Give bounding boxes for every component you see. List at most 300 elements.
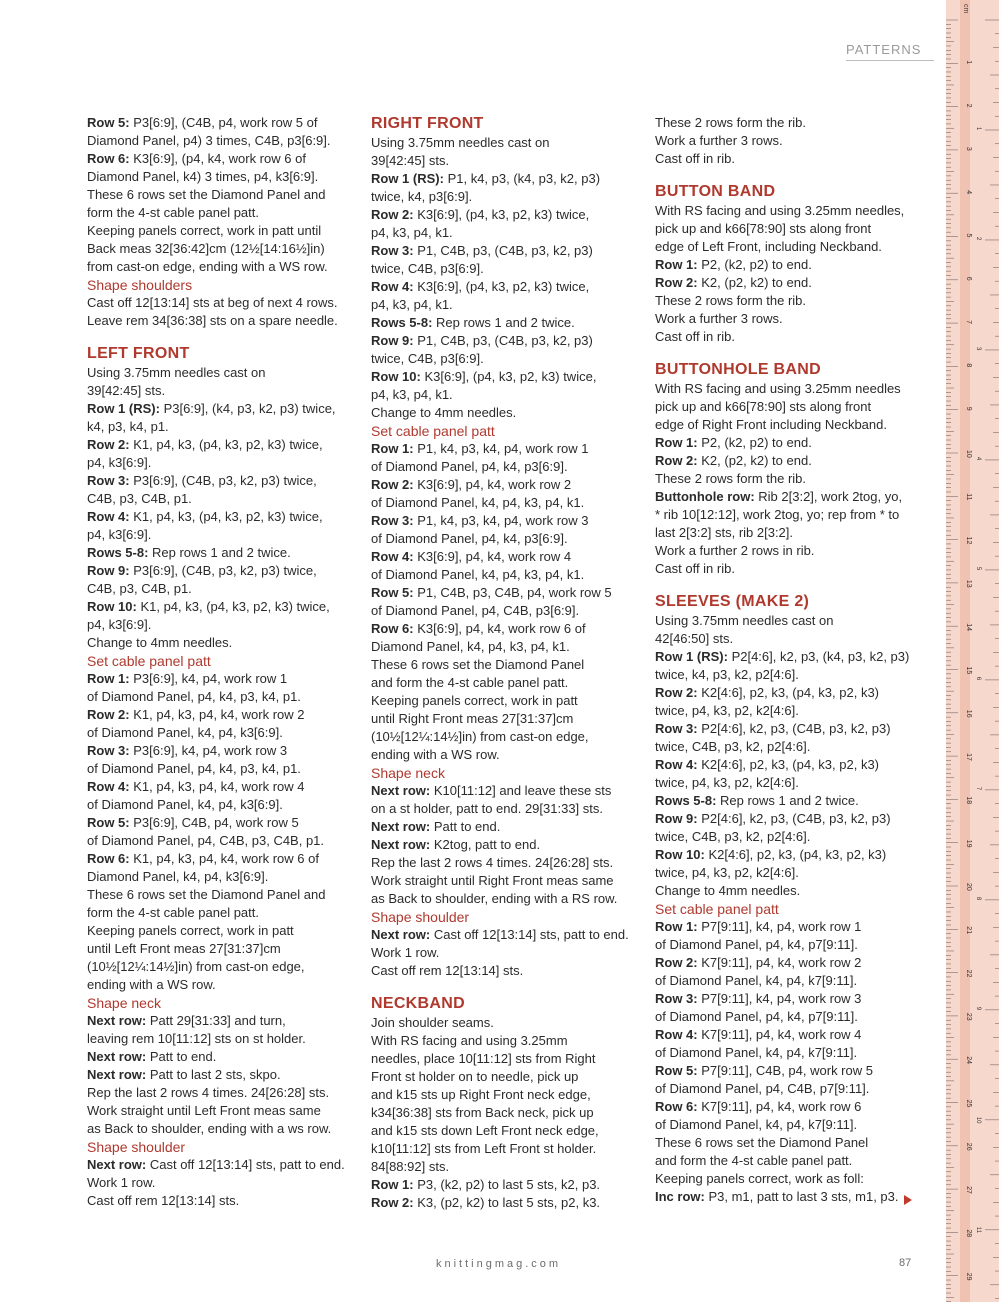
instruction-text: P3[6:9], (k4, p3, k2, p3) twice,: [159, 401, 336, 416]
pattern-line: [371, 746, 643, 764]
instruction-text: K3[6:9], (p4, k4, work row 6 of: [129, 151, 306, 166]
instruction-text: ending with a WS row.: [371, 747, 500, 762]
pattern-line: [87, 616, 359, 634]
row-label: Row 3:: [87, 743, 130, 758]
pattern-line: [655, 828, 927, 846]
pattern-line: [655, 542, 927, 560]
instruction-text: Join shoulder seams.: [371, 1015, 494, 1030]
instruction-text: Front st holder on to needle, pick up: [371, 1069, 579, 1084]
instruction-text: edge of Right Front including Neckband.: [655, 417, 887, 432]
instruction-text: P3[6:9], (C4B, p3, k2, p3) twice,: [129, 563, 317, 578]
row-label: Row 6:: [371, 621, 414, 636]
row-label: Row 2:: [371, 477, 414, 492]
pattern-line: [655, 684, 927, 702]
pattern-line: [87, 436, 359, 454]
instruction-text: Back meas 32[36:42]cm (12½[14:16½]in): [87, 241, 325, 256]
pattern-line: [371, 710, 643, 728]
instruction-text: Change to 4mm needles.: [371, 405, 517, 420]
row-label: Row 10:: [371, 369, 421, 384]
row-label: Row 3:: [655, 991, 698, 1006]
instruction-text: Patt to end.: [430, 819, 501, 834]
pattern-line: [655, 292, 927, 310]
instruction-text: last 2[3:2] sts, rib 2[3:2].: [655, 525, 794, 540]
instruction-text: P1, k4, p3, k4, p4, work row 1: [413, 441, 589, 456]
ruler-cm-label: 15: [965, 666, 972, 675]
instruction-text: C4B, p3, C4B, p1.: [87, 491, 192, 506]
row-label: Rows 5-8:: [371, 315, 433, 330]
subheading-shape-shoulder: Shape shoulder: [87, 1139, 186, 1155]
pattern-line: [371, 386, 643, 404]
pattern-line: [655, 936, 927, 954]
instruction-text: P7[9:11], k4, p4, work row 1: [697, 919, 862, 934]
instruction-text: and form the 4-st cable panel patt.: [655, 1153, 853, 1168]
pattern-line: [655, 398, 927, 416]
ruler-ticks: [946, 0, 999, 1302]
pattern-line: [87, 364, 359, 382]
instruction-text: Patt to end.: [146, 1049, 217, 1064]
pattern-line: [87, 490, 359, 508]
pattern-line: [655, 918, 927, 936]
subheading-shape-neck: Shape neck: [371, 765, 445, 781]
pattern-line: [371, 692, 643, 710]
instruction-text: Diamond Panel, p4) 3 times, C4B, p3[6:9].: [87, 133, 331, 148]
row-label: Row 6:: [87, 851, 130, 866]
instruction-text: as Back to shoulder, ending with a ws row.: [87, 1121, 332, 1136]
pattern-line: [655, 648, 927, 666]
instruction-text: P2[4:6], k2, p3, (C4B, p3, k2, p3): [697, 721, 891, 736]
row-label: Row 4:: [371, 549, 414, 564]
row-label: Row 4:: [371, 279, 414, 294]
pattern-line: [655, 612, 927, 630]
pattern-line: [87, 922, 359, 940]
pattern-line: [655, 1152, 927, 1170]
instruction-text: and form the 4-st cable panel patt.: [371, 675, 569, 690]
pattern-line: [655, 1026, 927, 1044]
instruction-text: 42[46:50] sts.: [655, 631, 734, 646]
instruction-text: K10[11:12] and leave these sts: [430, 783, 612, 798]
pattern-line: [371, 1104, 643, 1122]
instruction-text: p4, k3, p4, k1.: [371, 225, 453, 240]
pattern-line: [655, 792, 927, 810]
ruler-cm-label: 11: [965, 493, 972, 501]
pattern-line: [87, 904, 359, 922]
pattern-line: [655, 380, 927, 398]
pattern-line: [87, 814, 359, 832]
instruction-text: P3[6:9], C4B, p4, work row 5: [129, 815, 299, 830]
row-label: Row 4:: [655, 757, 698, 772]
instruction-text: of Diamond Panel, p4, C4B, p7[9:11].: [655, 1081, 870, 1096]
pattern-line: [371, 440, 643, 458]
pattern-line: [87, 168, 359, 186]
row-label: Row 9:: [655, 811, 698, 826]
instruction-text: p4, k3, p4, k1.: [371, 387, 453, 402]
instruction-text: of Diamond Panel, k4, p4, k3[6:9].: [87, 797, 283, 812]
instruction-text: P3[6:9], k4, p4, work row 1: [129, 671, 288, 686]
pattern-line: [655, 1044, 927, 1062]
row-label: Row 6:: [655, 1099, 698, 1114]
pattern-line: [655, 220, 927, 238]
instruction-text: P3, m1, patt to last 3 sts, m1, p3.: [704, 1189, 899, 1204]
instruction-text: pick up and k66[78:90] sts along front: [655, 399, 872, 414]
instruction-text: P7[9:11], k4, p4, work row 3: [697, 991, 862, 1006]
row-label: Row 2:: [655, 275, 698, 290]
pattern-line: [655, 328, 927, 346]
row-label: Row 2:: [655, 685, 698, 700]
row-label: Row 9:: [371, 333, 414, 348]
instruction-text: Change to 4mm needles.: [655, 883, 801, 898]
row-label: Next row:: [87, 1013, 147, 1028]
instruction-text: K1, p4, k3, (p4, k3, p2, k3) twice,: [136, 599, 330, 614]
instruction-text: K3[6:9], (p4, k3, p2, k3) twice,: [413, 279, 590, 294]
row-label: Row 6:: [87, 151, 130, 166]
row-label: Next row:: [371, 837, 431, 852]
row-label: Row 5:: [371, 585, 414, 600]
pattern-line: [655, 810, 927, 828]
pattern-line: [371, 332, 643, 350]
instruction-text: K2[4:6], p2, k3, (p4, k3, p2, k3): [704, 847, 887, 862]
pattern-line: [87, 760, 359, 778]
ruler-cm-label: 16: [965, 709, 972, 718]
ruler-cm-label: 6: [965, 276, 972, 281]
pattern-line: [655, 1008, 927, 1026]
instruction-text: P7[9:11], C4B, p4, work row 5: [697, 1063, 873, 1078]
instruction-text: needles, place 10[11:12] sts from Right: [371, 1051, 596, 1066]
instruction-text: Cast off 12[13:14] sts, patt to end.: [430, 927, 629, 942]
instruction-text: Using 3.75mm needles cast on: [655, 613, 834, 628]
instruction-text: These 6 rows set the Diamond Panel and: [87, 887, 326, 902]
instruction-text: p4, k3, p4, k1.: [371, 297, 453, 312]
instruction-text: Cast off rem 12[13:14] sts.: [371, 963, 524, 978]
instruction-text: twice, p4, k3, p2, k2[4:6].: [655, 865, 799, 880]
instruction-text: Cast off in rib.: [655, 151, 735, 166]
instruction-text: With RS facing and using 3.25mm: [371, 1033, 568, 1048]
instruction-text: Cast off rem 12[13:14] sts.: [87, 1193, 240, 1208]
pattern-line: [371, 1194, 643, 1212]
instruction-text: With RS facing and using 3.25mm needles,: [655, 203, 905, 218]
pattern-line: [87, 940, 359, 958]
row-label: Next row:: [371, 927, 431, 942]
instruction-text: twice, k4, p3[6:9].: [371, 189, 473, 204]
instruction-text: K2[4:6], p2, k3, (p4, k3, p2, k3): [697, 757, 880, 772]
row-label: Row 3:: [371, 513, 414, 528]
section-tag: PATTERNS: [846, 42, 934, 61]
ruler-cm-label: 1: [965, 60, 972, 65]
instruction-text: 84[88:92] sts.: [371, 1159, 450, 1174]
pattern-line: [371, 404, 643, 422]
instruction-text: Work straight until Left Front meas same: [87, 1103, 321, 1118]
ruler-cm-label: 18: [965, 796, 972, 805]
pattern-line: [371, 260, 643, 278]
pattern-line: [87, 1066, 359, 1084]
pattern-line: [371, 800, 643, 818]
row-label: Row 3:: [371, 243, 414, 258]
instruction-text: twice, C4B, p3[6:9].: [371, 261, 484, 276]
instruction-text: K1, p4, k3, (p4, k3, p2, k3) twice,: [129, 437, 323, 452]
footer-website: knittingmag.com: [436, 1258, 562, 1270]
pattern-line: [87, 958, 359, 976]
ruler-unit-label: cm: [962, 4, 969, 14]
instruction-text: k34[36:38] sts from Back neck, pick up: [371, 1105, 594, 1120]
pattern-line: [371, 152, 643, 170]
pattern-line: [87, 1084, 359, 1102]
instruction-text: Work 1 row.: [371, 945, 440, 960]
instruction-text: K2[4:6], p2, k3, (p4, k3, p2, k3): [697, 685, 880, 700]
pattern-line: [87, 258, 359, 276]
instruction-text: Rib 2[3:2], work 2tog, yo,: [754, 489, 903, 504]
instruction-text: Work 1 row.: [87, 1175, 156, 1190]
instruction-text: These 2 rows form the rib.: [655, 471, 806, 486]
instruction-text: P3, (k2, p2) to last 5 sts, k2, p3.: [413, 1177, 601, 1192]
instruction-text: of Diamond Panel, p4, k4, p3, k4, p1.: [87, 689, 301, 704]
column-1: [87, 114, 359, 1210]
instruction-text: K3[6:9], (p4, k3, p2, k3) twice,: [413, 207, 590, 222]
instruction-text: of Diamond Panel, p4, k4, p3[6:9].: [371, 531, 568, 546]
pattern-line: [655, 720, 927, 738]
row-label: Row 5:: [87, 115, 130, 130]
page-number: 87: [899, 1257, 912, 1269]
pattern-line: [87, 1030, 359, 1048]
instruction-text: of Diamond Panel, k4, p4, k3[6:9].: [87, 725, 283, 740]
pattern-line: [371, 188, 643, 206]
instruction-text: Using 3.75mm needles cast on: [371, 135, 550, 150]
pattern-line: [87, 312, 359, 330]
row-label: Rows 5-8:: [655, 793, 717, 808]
pattern-line: [655, 506, 927, 524]
pattern-line: [655, 452, 927, 470]
ruler-inch-label: 7: [975, 786, 981, 791]
row-label: Row 4:: [87, 779, 130, 794]
ruler-cm-label: 8: [965, 363, 972, 368]
row-label: Inc row:: [655, 1189, 705, 1204]
instruction-text: edge of Left Front, including Neckband.: [655, 239, 882, 254]
instruction-text: K1, p4, k3, p4, k4, work row 2: [129, 707, 305, 722]
pattern-line: [371, 926, 643, 944]
pattern-line: [655, 1062, 927, 1080]
pattern-line: [655, 1188, 927, 1206]
row-label: Next row:: [371, 783, 431, 798]
pattern-line: [371, 548, 643, 566]
pattern-line: [655, 488, 927, 506]
instruction-text: k4, p3, k4, p1.: [87, 419, 169, 434]
pattern-line: [655, 774, 927, 792]
instruction-text: twice, C4B, p3, k2, p2[4:6].: [655, 829, 811, 844]
pattern-line: [655, 630, 927, 648]
pattern-line: [371, 872, 643, 890]
instruction-text: of Diamond Panel, k4, p4, k3, p4, k1.: [371, 495, 585, 510]
instruction-text: Rep the last 2 rows 4 times. 24[26:28] sts.: [87, 1085, 330, 1100]
instruction-text: Rep the last 2 rows 4 times. 24[26:28] sts.: [371, 855, 614, 870]
instruction-text: Diamond Panel, k4, p4, k3, p4, k1.: [371, 639, 570, 654]
instruction-text: of Diamond Panel, k4, p4, k7[9:11].: [655, 973, 858, 988]
pattern-line: [371, 728, 643, 746]
ruler-cm-label: 3: [965, 146, 972, 151]
row-label: Row 3:: [87, 473, 130, 488]
pattern-line: [371, 224, 643, 242]
pattern-line: [371, 674, 643, 692]
pattern-line: [371, 890, 643, 908]
subheading-shape-shoulders: Shape shoulders: [87, 277, 193, 293]
pattern-line: [87, 976, 359, 994]
ruler-inch-label: 1: [975, 126, 981, 131]
pattern-line: [87, 544, 359, 562]
instruction-text: P2[4:6], k2, p3, (k4, p3, k2, p3): [727, 649, 910, 664]
ruler-cm-label: 10: [965, 450, 972, 458]
pattern-line: [655, 846, 927, 864]
instruction-text: K3[6:9], p4, k4, work row 6 of: [413, 621, 586, 636]
pattern-line: [655, 470, 927, 488]
pattern-line: [655, 132, 927, 150]
pattern-line: [371, 1122, 643, 1140]
row-label: Row 2:: [655, 453, 698, 468]
pattern-line: [87, 400, 359, 418]
pattern-line: [371, 656, 643, 674]
pattern-line: [87, 222, 359, 240]
pattern-line: [655, 1080, 927, 1098]
ruler-cm-label: 26: [965, 1142, 972, 1151]
pattern-line: [371, 1176, 643, 1194]
pattern-line: [371, 638, 643, 656]
instruction-text: K3[6:9], p4, k4, work row 2: [413, 477, 572, 492]
pattern-line: [371, 296, 643, 314]
pattern-line: [371, 818, 643, 836]
ruler-cm-label: 19: [965, 839, 972, 848]
ruler-cm-label: 22: [965, 969, 972, 978]
pattern-line: [87, 204, 359, 222]
pattern-line: [655, 434, 927, 452]
pattern-line: [655, 756, 927, 774]
instruction-text: P3[6:9], k4, p4, work row 3: [129, 743, 288, 758]
ruler-cm-label: 12: [965, 536, 972, 545]
pattern-line: [87, 580, 359, 598]
row-label: Buttonhole row:: [655, 489, 755, 504]
row-label: Next row:: [87, 1157, 147, 1172]
pattern-line: [87, 886, 359, 904]
ruler-cm-label: 4: [965, 190, 972, 195]
pattern-line: [87, 1012, 359, 1030]
pattern-line: [371, 1086, 643, 1104]
ruler-cm-label: 5: [965, 233, 972, 238]
pattern-line: [87, 526, 359, 544]
ruler-cm-label: 13: [965, 579, 972, 588]
section-heading-sleeves-make-2: SLEEVES (MAKE 2): [655, 593, 810, 610]
pattern-line: [87, 598, 359, 616]
pattern-line: [371, 314, 643, 332]
pattern-line: [655, 310, 927, 328]
instruction-text: C4B, p3, C4B, p1.: [87, 581, 192, 596]
section-heading-neckband: NECKBAND: [371, 995, 465, 1012]
pattern-line: [87, 150, 359, 168]
instruction-text: on a st holder, patt to end. 29[31:33] sts.: [371, 801, 603, 816]
pattern-line: [371, 512, 643, 530]
instruction-text: Patt to last 2 sts, skpo.: [146, 1067, 281, 1082]
row-label: Row 2:: [371, 1195, 414, 1210]
pattern-line: [87, 382, 359, 400]
instruction-text: P1, k4, p3, k4, p4, work row 3: [413, 513, 589, 528]
instruction-text: of Diamond Panel, p4, C4B, p3[6:9].: [371, 603, 580, 618]
subheading-set-cable-panel-patt: Set cable panel patt: [87, 653, 211, 669]
instruction-text: Work straight until Right Front meas same: [371, 873, 614, 888]
instruction-text: These 6 rows set the Diamond Panel and: [87, 187, 326, 202]
row-label: Next row:: [371, 819, 431, 834]
instruction-text: K2, (p2, k2) to end.: [697, 453, 812, 468]
pattern-line: [655, 972, 927, 990]
ruler-cm-label: 28: [965, 1229, 972, 1238]
ruler-cm-label: 25: [965, 1099, 972, 1108]
instruction-text: Cast off 12[13:14] sts, patt to end.: [146, 1157, 345, 1172]
instruction-text: P2, (k2, p2) to end.: [697, 257, 812, 272]
instruction-text: K3[6:9], (p4, k3, p2, k3) twice,: [420, 369, 597, 384]
instruction-text: K7[9:11], p4, k4, work row 2: [697, 955, 862, 970]
subheading-shape-neck: Shape neck: [87, 995, 161, 1011]
instruction-text: These 6 rows set the Diamond Panel: [655, 1135, 869, 1150]
pattern-line: [371, 494, 643, 512]
pattern-line: [655, 416, 927, 434]
instruction-text: twice, k4, p3, k2, p2[4:6].: [655, 667, 799, 682]
ruler-inch-label: 4: [975, 456, 981, 461]
row-label: Row 1:: [87, 671, 130, 686]
instruction-text: * rib 10[12:12], work 2tog, yo; rep from * to: [655, 507, 900, 522]
pattern-line: [655, 1098, 927, 1116]
instruction-text: twice, p4, k3, p2, k2[4:6].: [655, 703, 799, 718]
pattern-line: [87, 796, 359, 814]
row-label: Next row:: [87, 1067, 147, 1082]
pattern-line: [371, 1014, 643, 1032]
pattern-line: [655, 882, 927, 900]
instruction-text: 39[42:45] sts.: [87, 383, 166, 398]
instruction-text: K1, p4, k3, p4, k4, work row 6 of: [129, 851, 319, 866]
pattern-line: [655, 238, 927, 256]
column-2: [371, 114, 643, 1212]
instruction-text: of Diamond Panel, p4, k4, p7[9:11].: [655, 937, 858, 952]
ruler-cm-label: 20: [965, 883, 972, 891]
instruction-text: p4, k3[6:9].: [87, 617, 152, 632]
row-label: Row 5:: [655, 1063, 698, 1078]
instruction-text: K7[9:11], p4, k4, work row 4: [697, 1027, 862, 1042]
ruler-inch-label: 5: [975, 566, 981, 571]
ruler-cm-label: 14: [965, 623, 972, 631]
instruction-text: K2, (p2, k2) to end.: [697, 275, 812, 290]
instruction-text: K7[9:11], p4, k4, work row 6: [697, 1099, 862, 1114]
pattern-line: [655, 1170, 927, 1188]
section-heading-left-front: LEFT FRONT: [87, 345, 190, 362]
ruler-cm-label: 27: [965, 1186, 972, 1194]
instruction-text: P2, (k2, p2) to end.: [697, 435, 812, 450]
pattern-line: [371, 1140, 643, 1158]
pattern-line: [371, 242, 643, 260]
instruction-text: Diamond Panel, k4) 3 times, p4, k3[6:9].: [87, 169, 319, 184]
instruction-text: P1, C4B, p3, (C4B, p3, k2, p3): [413, 333, 593, 348]
pattern-line: [371, 854, 643, 872]
instruction-text: P3[6:9], (C4B, p3, k2, p3) twice,: [129, 473, 317, 488]
pattern-line: [87, 1120, 359, 1138]
pattern-line: [371, 1032, 643, 1050]
pattern-line: [371, 1158, 643, 1176]
instruction-text: Keeping panels correct, work in patt: [371, 693, 578, 708]
row-label: Row 1:: [655, 435, 698, 450]
instruction-text: of Diamond Panel, p4, C4B, p3, C4B, p1.: [87, 833, 325, 848]
instruction-text: 39[42:45] sts.: [371, 153, 450, 168]
pattern-line: [655, 990, 927, 1008]
measuring-ruler: [946, 0, 999, 1302]
pattern-line: [87, 454, 359, 472]
pattern-line: [87, 508, 359, 526]
continue-arrow-icon: [904, 1195, 912, 1205]
section-heading-buttonhole-band: BUTTONHOLE BAND: [655, 361, 821, 378]
instruction-text: form the 4-st cable panel patt.: [87, 905, 259, 920]
instruction-text: twice, p4, k3, p2, k2[4:6].: [655, 775, 799, 790]
ruler-inch-label: 10: [975, 1116, 981, 1124]
pattern-line: [655, 202, 927, 220]
